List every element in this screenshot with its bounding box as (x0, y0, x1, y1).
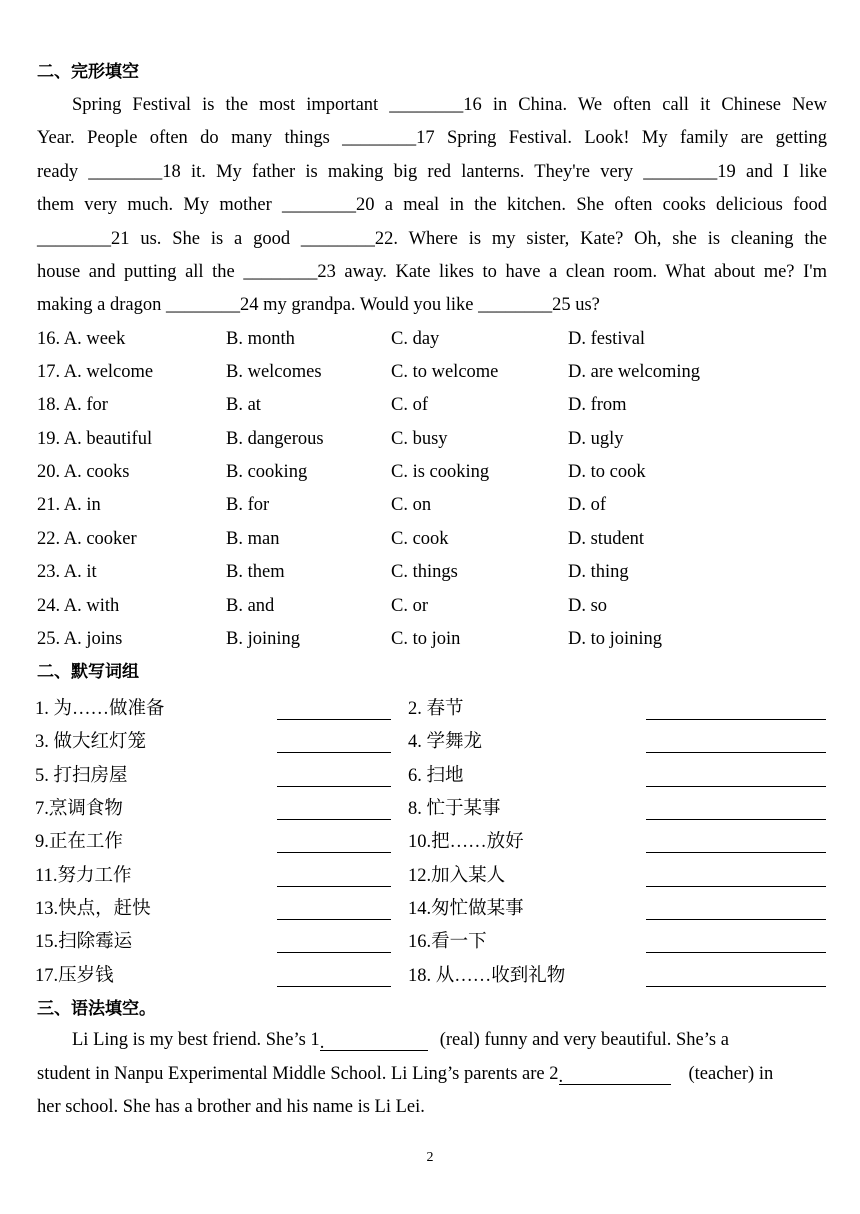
vocab-row (35, 898, 827, 931)
vocab-row (35, 731, 827, 764)
vocab-heading: 二、默写词组 (37, 662, 139, 682)
vocab-prompt: 16.看一下 (408, 932, 487, 952)
option-d: D. are welcoming (568, 362, 701, 382)
option-b: B. joining (226, 629, 301, 649)
option-d: D. from (568, 395, 627, 415)
answer-blank[interactable] (277, 886, 391, 887)
grammar-heading: 三、语法填空。 (37, 999, 156, 1019)
cloze-line: them very much. My mother ________20 a meal in the kitchen. She often cooks delicious food (37, 195, 827, 216)
vocab-prompt: 10.把……放好 (408, 832, 524, 852)
option-a: 19. A. beautiful (37, 429, 153, 449)
option-row-22 (37, 528, 827, 561)
vocab-row (35, 831, 827, 864)
option-a: 20. A. cooks (37, 462, 130, 482)
option-d: D. so (568, 596, 608, 616)
answer-blank[interactable] (646, 919, 826, 920)
vocab-prompt: 9.正在工作 (35, 832, 123, 852)
option-a: 24. A. with (37, 596, 120, 616)
option-a: 23. A. it (37, 562, 97, 582)
grammar-text: Li Ling is my best friend. She’s 1 (72, 1030, 320, 1050)
answer-blank[interactable] (559, 1066, 671, 1085)
vocab-prompt: 12.加入某人 (408, 866, 506, 886)
option-a: 16. A. week (37, 329, 126, 349)
grammar-line: her school. She has a brother and his name is Li Lei. (37, 1097, 425, 1117)
cloze-line: Year. People often do many things ________17 Spring Festival. Look! My family are getting (37, 128, 827, 149)
cloze-passage (37, 89, 827, 323)
option-c: C. busy (391, 429, 448, 449)
option-d: D. to joining (568, 629, 663, 649)
option-a: 18. A. for (37, 395, 108, 415)
option-c: C. day (391, 329, 440, 349)
answer-blank[interactable] (277, 819, 391, 820)
grammar-line (37, 1063, 773, 1085)
vocab-row (35, 765, 827, 798)
option-b: B. man (226, 529, 280, 549)
answer-blank[interactable] (646, 819, 826, 820)
answer-blank[interactable] (277, 719, 391, 720)
answer-blank[interactable] (277, 919, 391, 920)
vocab-row (35, 698, 827, 731)
vocab-prompt: 1. 为……做准备 (35, 699, 165, 719)
option-d: D. festival (568, 329, 646, 349)
vocab-prompt: 3. 做大红灯笼 (35, 732, 147, 752)
option-row-19 (37, 428, 827, 461)
vocab-prompt: 17.压岁钱 (35, 966, 114, 986)
vocab-row (35, 965, 827, 998)
option-b: B. dangerous (226, 429, 324, 449)
cloze-line: house and putting all the ________23 away. Kate likes to have a clean room. What about me? I'm (37, 262, 827, 283)
option-a: 17. A. welcome (37, 362, 154, 382)
option-a: 25. A. joins (37, 629, 123, 649)
option-d: D. of (568, 495, 607, 515)
option-row-16 (37, 328, 827, 361)
answer-blank[interactable] (320, 1032, 428, 1051)
answer-blank[interactable] (277, 752, 391, 753)
answer-blank[interactable] (277, 852, 391, 853)
answer-blank[interactable] (646, 986, 826, 987)
vocab-prompt: 7.烹调食物 (35, 799, 123, 819)
option-c: C. or (391, 596, 428, 616)
vocab-prompt: 18. 从……收到礼物 (408, 966, 566, 986)
blank-mark: . (319, 1033, 325, 1053)
option-c: C. to join (391, 629, 461, 649)
option-row-17 (37, 361, 827, 394)
vocab-prompt: 15.扫除霉运 (35, 932, 133, 952)
vocab-prompt: 2. 春节 (408, 699, 464, 719)
grammar-line (72, 1029, 729, 1051)
option-c: C. is cooking (391, 462, 490, 482)
option-b: B. month (226, 329, 295, 349)
option-row-18 (37, 394, 827, 427)
vocab-prompt: 4. 学舞龙 (408, 732, 483, 752)
answer-blank[interactable] (646, 752, 826, 753)
answer-blank[interactable] (277, 952, 391, 953)
option-row-20 (37, 461, 827, 494)
answer-blank[interactable] (646, 886, 826, 887)
cloze-line: ready ________18 it. My father is making big red lanterns. They're very ________19 and I like (37, 161, 827, 182)
option-b: B. at (226, 395, 261, 415)
grammar-text: (real) funny and very beautiful. She’s a (439, 1030, 729, 1050)
option-d: D. thing (568, 562, 629, 582)
option-c: C. to welcome (391, 362, 499, 382)
option-c: C. of (391, 395, 428, 415)
option-d: D. to cook (568, 462, 646, 482)
cloze-line: ________21 us. She is a good ________22. Where is my sister, Kate? Oh, she is cleaning the (37, 228, 827, 249)
option-b: B. cooking (226, 462, 308, 482)
grammar-text: (teacher) in (688, 1064, 774, 1084)
option-c: C. things (391, 562, 458, 582)
blank-mark: . (558, 1067, 564, 1087)
answer-blank[interactable] (646, 852, 826, 853)
vocab-row (35, 931, 827, 964)
option-row-25 (37, 628, 827, 661)
option-b: B. and (226, 596, 275, 616)
cloze-heading: 二、完形填空 (37, 62, 139, 82)
option-a: 22. A. cooker (37, 529, 137, 549)
vocab-prompt: 8. 忙于某事 (408, 799, 501, 819)
vocab-row (35, 798, 827, 831)
answer-blank[interactable] (277, 986, 391, 987)
option-d: D. student (568, 529, 645, 549)
cloze-line: Spring Festival is the most important ________16 in China. We often call it Chinese New (72, 95, 827, 115)
option-row-24 (37, 595, 827, 628)
option-a: 21. A. in (37, 495, 101, 515)
vocab-row (35, 865, 827, 898)
vocab-prompt: 5. 打扫房屋 (35, 766, 128, 786)
vocab-prompt: 11.努力工作 (35, 866, 132, 886)
option-b: B. them (226, 562, 285, 582)
answer-blank[interactable] (277, 786, 391, 787)
option-c: C. cook (391, 529, 449, 549)
option-d: D. ugly (568, 429, 624, 449)
option-b: B. welcomes (226, 362, 322, 382)
vocab-prompt: 13.快点，赶快 (35, 899, 151, 919)
answer-blank[interactable] (646, 786, 826, 787)
answer-blank[interactable] (646, 719, 826, 720)
option-b: B. for (226, 495, 270, 515)
page-number: 2 (426, 1150, 434, 1165)
answer-blank[interactable] (646, 952, 826, 953)
grammar-text: student in Nanpu Experimental Middle School. Li Ling’s parents are 2 (37, 1064, 559, 1084)
vocab-prompt: 6. 扫地 (408, 766, 464, 786)
vocab-prompt: 14.匆忙做某事 (408, 899, 524, 919)
option-c: C. on (391, 495, 432, 515)
option-row-23 (37, 561, 827, 594)
option-row-21 (37, 494, 827, 527)
cloze-line: making a dragon ________24 my grandpa. Would you like ________25 us? (37, 295, 600, 316)
